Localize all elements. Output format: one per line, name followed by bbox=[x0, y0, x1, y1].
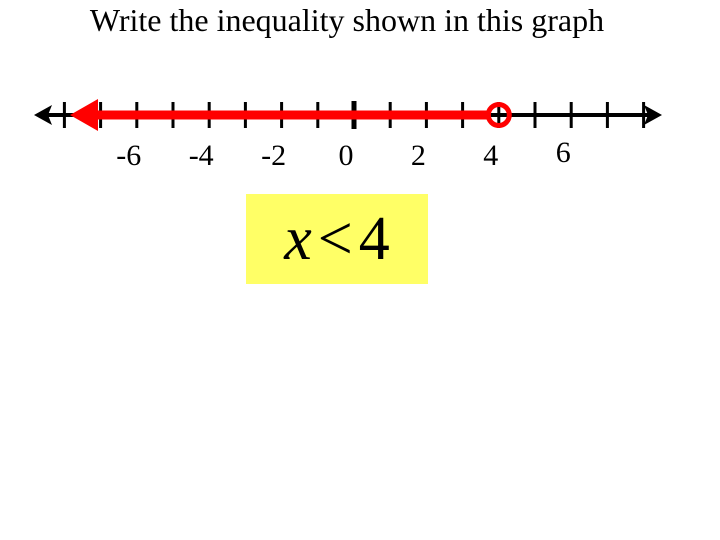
open-endpoint-circle bbox=[488, 105, 509, 126]
inequality-answer bbox=[246, 194, 428, 284]
answer-operator: < bbox=[317, 205, 353, 273]
tick-label: 6 bbox=[555, 136, 571, 169]
tick-label: 4 bbox=[483, 139, 499, 172]
answer-box bbox=[246, 194, 428, 284]
answer-variable: x bbox=[284, 205, 312, 273]
tick-labels bbox=[116, 136, 570, 172]
tick-label: -6 bbox=[116, 139, 142, 172]
slide-title: Write the inequality shown in this graph bbox=[89, 2, 605, 38]
number-line bbox=[0, 0, 720, 200]
answer-value: 4 bbox=[358, 205, 390, 273]
tick-label: 0 bbox=[338, 139, 354, 172]
tick-label: 2 bbox=[410, 139, 426, 172]
tick-label: -4 bbox=[188, 139, 214, 172]
solution-arrowhead bbox=[70, 99, 98, 131]
tick-label: -2 bbox=[261, 139, 287, 172]
